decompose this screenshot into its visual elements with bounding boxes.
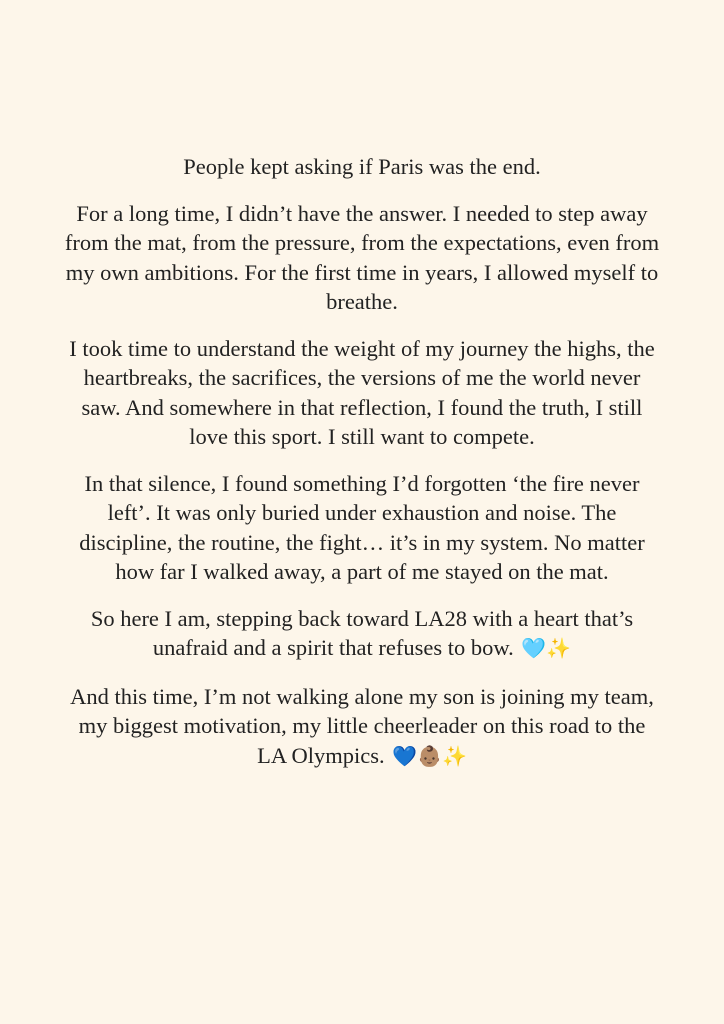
paragraph-1-text: People kept asking if Paris was the end. (183, 154, 541, 179)
blue-heart-baby-sparkles-emoji: 💙👶🏽✨ (392, 745, 467, 768)
light-blue-heart-sparkles-emoji: 🩵✨ (521, 638, 572, 660)
paragraph-2 (62, 199, 662, 317)
paragraph-6-text: And this time, I’m not walking alone my son is joining my team, my biggest motivation, my little cheerleader on this road to the LA Olympics. (70, 683, 654, 768)
paragraph-1 (62, 152, 662, 182)
paragraph-6 (62, 682, 662, 773)
paragraph-4 (62, 469, 662, 587)
paragraph-5-text: So here I am, stepping back toward LA28 with a heart that’s unafraid and a spirit that refuses to bow. (90, 605, 634, 660)
paragraph-3 (62, 334, 662, 452)
text-block (62, 152, 662, 772)
paragraph-5 (62, 604, 662, 665)
paragraph-4-text: In that silence, I found something I’d forgotten ‘the fire never left’. It was only buried under exhaustion and noise. The discipline, the routine, the fight… it’s in my system. No matter how far I walked away, a part of me stayed on the mat. (79, 470, 645, 584)
paragraph-2-text: For a long time, I didn’t have the answer. I needed to step away from the mat, from the pressure, from the expectations, even from my own ambitions. For the first time in years, I allowed myself to breathe. (64, 200, 660, 314)
paragraph-3-text: I took time to understand the weight of my journey the highs, the heartbreaks, the sacrifices, the versions of me the world never saw. And somewhere in that reflection, I found the truth, I still love this sport. I still want to compete. (69, 335, 655, 449)
